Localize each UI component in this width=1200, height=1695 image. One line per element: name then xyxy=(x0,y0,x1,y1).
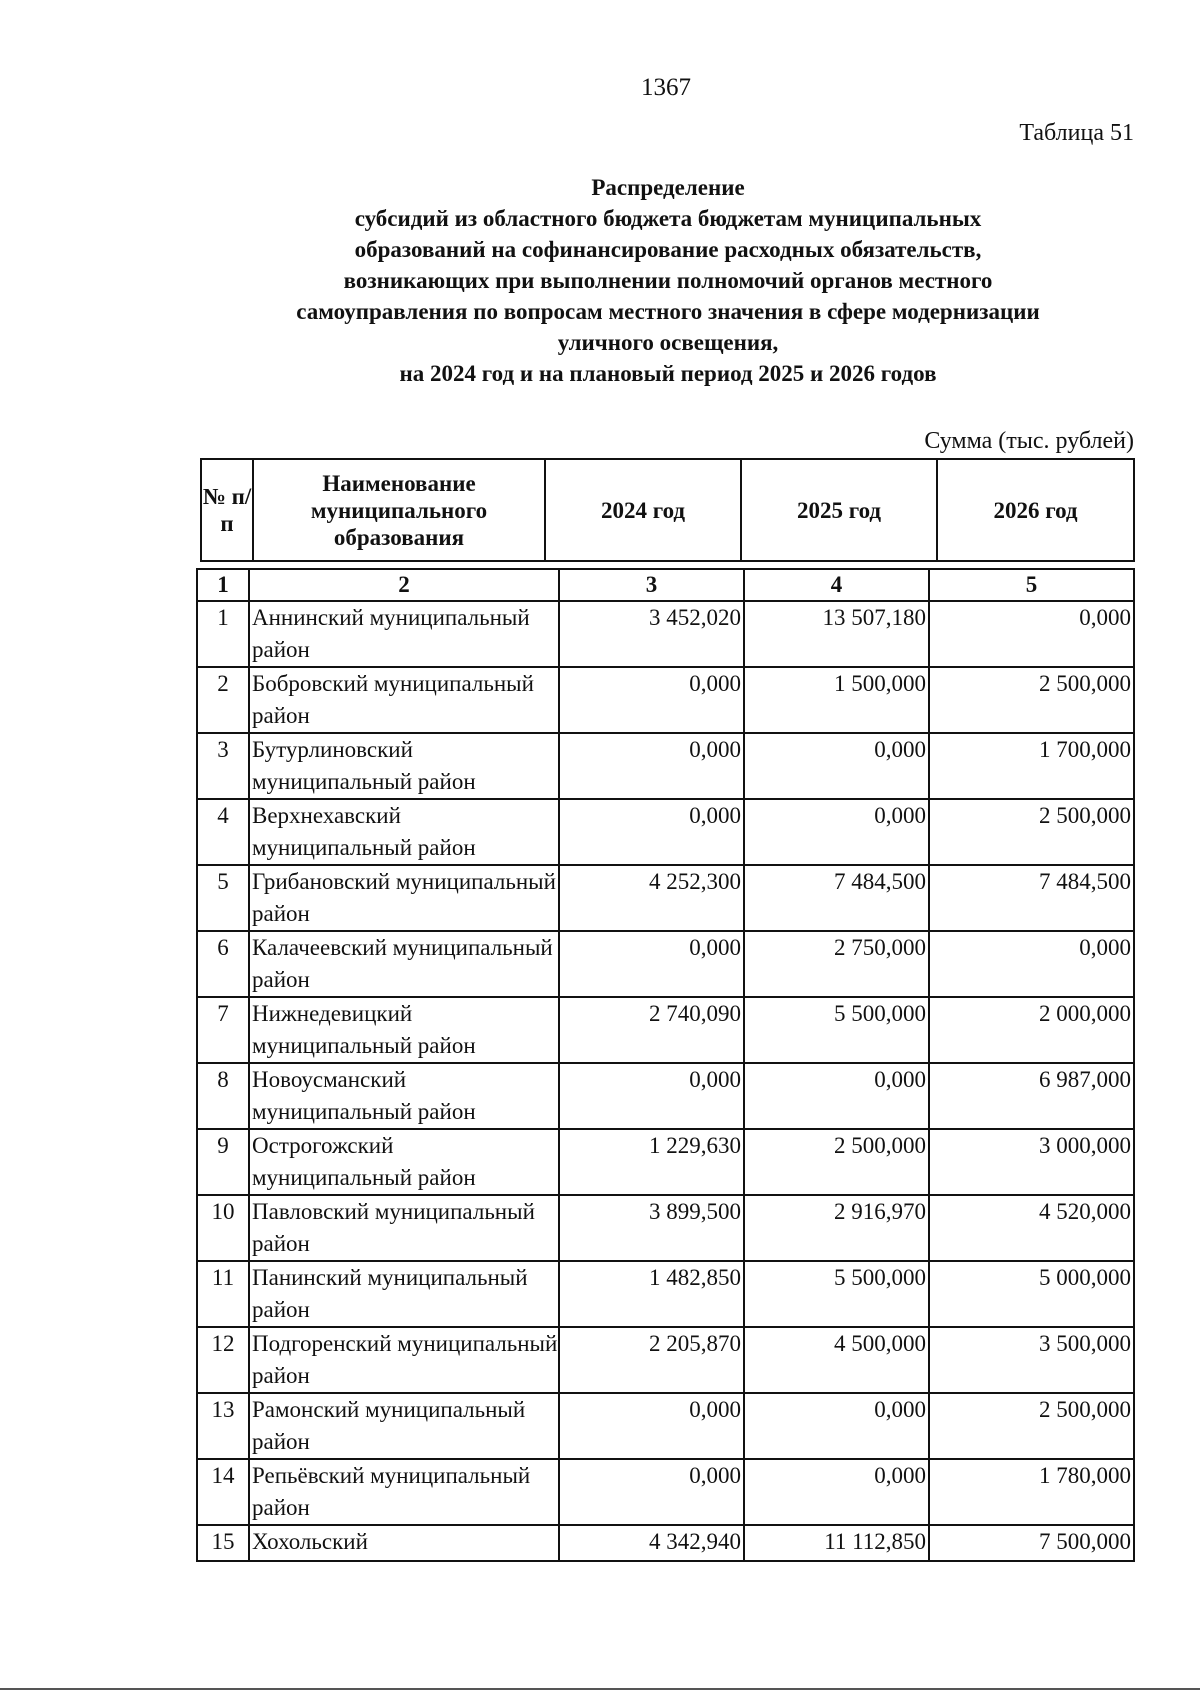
value-2026: 5 000,000 xyxy=(929,1261,1134,1327)
page-number: 1367 xyxy=(641,74,691,101)
column-number: 5 xyxy=(929,569,1134,601)
value-2026: 7 484,500 xyxy=(929,865,1134,931)
value-2025: 2 916,970 xyxy=(744,1195,929,1261)
row-number: 8 xyxy=(197,1063,249,1129)
value-2025: 0,000 xyxy=(744,733,929,799)
value-2026: 0,000 xyxy=(929,931,1134,997)
table-label: Таблица 51 xyxy=(1019,120,1134,146)
municipality-name: Бобровский муниципальный район xyxy=(249,667,559,733)
document-title xyxy=(190,172,1146,389)
table-header xyxy=(200,458,1135,562)
value-2025: 11 112,850 xyxy=(744,1525,929,1561)
value-2024: 1 229,630 xyxy=(559,1129,744,1195)
municipality-name: Острогожский муниципальный район xyxy=(249,1129,559,1195)
value-2026: 1 700,000 xyxy=(929,733,1134,799)
value-2026: 7 500,000 xyxy=(929,1525,1134,1561)
value-2024: 3 899,500 xyxy=(559,1195,744,1261)
municipality-name: Верхнехавский муниципальный район xyxy=(249,799,559,865)
municipality-name: Нижнедевицкий муниципальный район xyxy=(249,997,559,1063)
table-row xyxy=(197,1063,1134,1129)
value-2025: 2 500,000 xyxy=(744,1129,929,1195)
value-2026: 1 780,000 xyxy=(929,1459,1134,1525)
table-row xyxy=(197,601,1134,667)
title-line: Распределение xyxy=(591,175,745,200)
value-2024: 0,000 xyxy=(559,667,744,733)
row-number: 10 xyxy=(197,1195,249,1261)
title-line: уличного освещения, xyxy=(557,330,779,355)
value-2024: 1 482,850 xyxy=(559,1261,744,1327)
municipality-name: Грибановский муниципальный район xyxy=(249,865,559,931)
column-number: 3 xyxy=(559,569,744,601)
municipality-name: Павловский муниципальный район xyxy=(249,1195,559,1261)
row-number: 5 xyxy=(197,865,249,931)
distribution-table xyxy=(196,568,1135,1562)
row-number: 14 xyxy=(197,1459,249,1525)
value-2024: 0,000 xyxy=(559,1393,744,1459)
municipality-name: Калачеевский муниципальный район xyxy=(249,931,559,997)
row-number: 13 xyxy=(197,1393,249,1459)
value-2026: 2 500,000 xyxy=(929,667,1134,733)
value-2026: 4 520,000 xyxy=(929,1195,1134,1261)
title-line: субсидий из областного бюджета бюджетам муниципальных xyxy=(354,206,982,231)
value-2024: 0,000 xyxy=(559,1063,744,1129)
row-number: 2 xyxy=(197,667,249,733)
table-row xyxy=(197,865,1134,931)
municipality-name: Рамонский муниципальный район xyxy=(249,1393,559,1459)
value-2026: 3 000,000 xyxy=(929,1129,1134,1195)
header-name: Наименование муниципального образования xyxy=(253,459,545,561)
value-2024: 0,000 xyxy=(559,733,744,799)
table-row xyxy=(197,1129,1134,1195)
municipality-name: Аннинский муниципальный район xyxy=(249,601,559,667)
table-row xyxy=(197,799,1134,865)
value-2025: 7 484,500 xyxy=(744,865,929,931)
municipality-name: Новоусманский муниципальный район xyxy=(249,1063,559,1129)
header-2026: 2026 год xyxy=(937,459,1134,561)
row-number: 9 xyxy=(197,1129,249,1195)
column-number: 4 xyxy=(744,569,929,601)
header-no: № п/п xyxy=(201,459,253,561)
column-number: 2 xyxy=(249,569,559,601)
municipality-name: Бутурлиновский муниципальный район xyxy=(249,733,559,799)
header-2024: 2024 год xyxy=(545,459,741,561)
row-number: 1 xyxy=(197,601,249,667)
sum-unit-label: Сумма (тыс. рублей) xyxy=(924,428,1134,454)
table-row xyxy=(197,931,1134,997)
value-2024: 3 452,020 xyxy=(559,601,744,667)
title-line: самоуправления по вопросам местного значения в сфере модернизации xyxy=(296,299,1040,324)
value-2024: 0,000 xyxy=(559,799,744,865)
table-row xyxy=(197,1393,1134,1459)
value-2025: 1 500,000 xyxy=(744,667,929,733)
value-2026: 6 987,000 xyxy=(929,1063,1134,1129)
value-2025: 2 750,000 xyxy=(744,931,929,997)
row-number: 15 xyxy=(197,1525,249,1561)
value-2024: 4 342,940 xyxy=(559,1525,744,1561)
table-row xyxy=(197,1459,1134,1525)
value-2025: 5 500,000 xyxy=(744,1261,929,1327)
row-number: 7 xyxy=(197,997,249,1063)
row-number: 3 xyxy=(197,733,249,799)
municipality-name: Репьёвский муниципальный район xyxy=(249,1459,559,1525)
value-2026: 2 000,000 xyxy=(929,997,1134,1063)
header-2025: 2025 год xyxy=(741,459,937,561)
value-2025: 0,000 xyxy=(744,1459,929,1525)
table-row xyxy=(197,997,1134,1063)
table-row xyxy=(197,733,1134,799)
value-2025: 0,000 xyxy=(744,799,929,865)
value-2025: 13 507,180 xyxy=(744,601,929,667)
row-number: 12 xyxy=(197,1327,249,1393)
value-2025: 0,000 xyxy=(744,1393,929,1459)
table-row xyxy=(197,667,1134,733)
value-2026: 0,000 xyxy=(929,601,1134,667)
value-2024: 2 740,090 xyxy=(559,997,744,1063)
table-row xyxy=(197,1525,1134,1561)
column-number-row xyxy=(197,569,1134,601)
row-number: 6 xyxy=(197,931,249,997)
title-line: на 2024 год и на плановый период 2025 и 2026 годов xyxy=(399,361,937,386)
row-number: 11 xyxy=(197,1261,249,1327)
municipality-name: Подгоренский муниципальный район xyxy=(249,1327,559,1393)
table-row xyxy=(197,1261,1134,1327)
value-2026: 2 500,000 xyxy=(929,1393,1134,1459)
title-line: возникающих при выполнении полномочий органов местного xyxy=(343,268,993,293)
row-number: 4 xyxy=(197,799,249,865)
value-2025: 4 500,000 xyxy=(744,1327,929,1393)
value-2024: 2 205,870 xyxy=(559,1327,744,1393)
value-2026: 3 500,000 xyxy=(929,1327,1134,1393)
column-number: 1 xyxy=(197,569,249,601)
page-bottom-line xyxy=(0,1688,1200,1690)
value-2024: 4 252,300 xyxy=(559,865,744,931)
table-row xyxy=(197,1327,1134,1393)
value-2024: 0,000 xyxy=(559,931,744,997)
title-line: образований на софинансирование расходных обязательств, xyxy=(354,237,982,262)
municipality-name: Хохольский xyxy=(249,1525,559,1561)
value-2024: 0,000 xyxy=(559,1459,744,1525)
value-2025: 5 500,000 xyxy=(744,997,929,1063)
value-2026: 2 500,000 xyxy=(929,799,1134,865)
municipality-name: Панинский муниципальный район xyxy=(249,1261,559,1327)
table-row xyxy=(197,1195,1134,1261)
value-2025: 0,000 xyxy=(744,1063,929,1129)
